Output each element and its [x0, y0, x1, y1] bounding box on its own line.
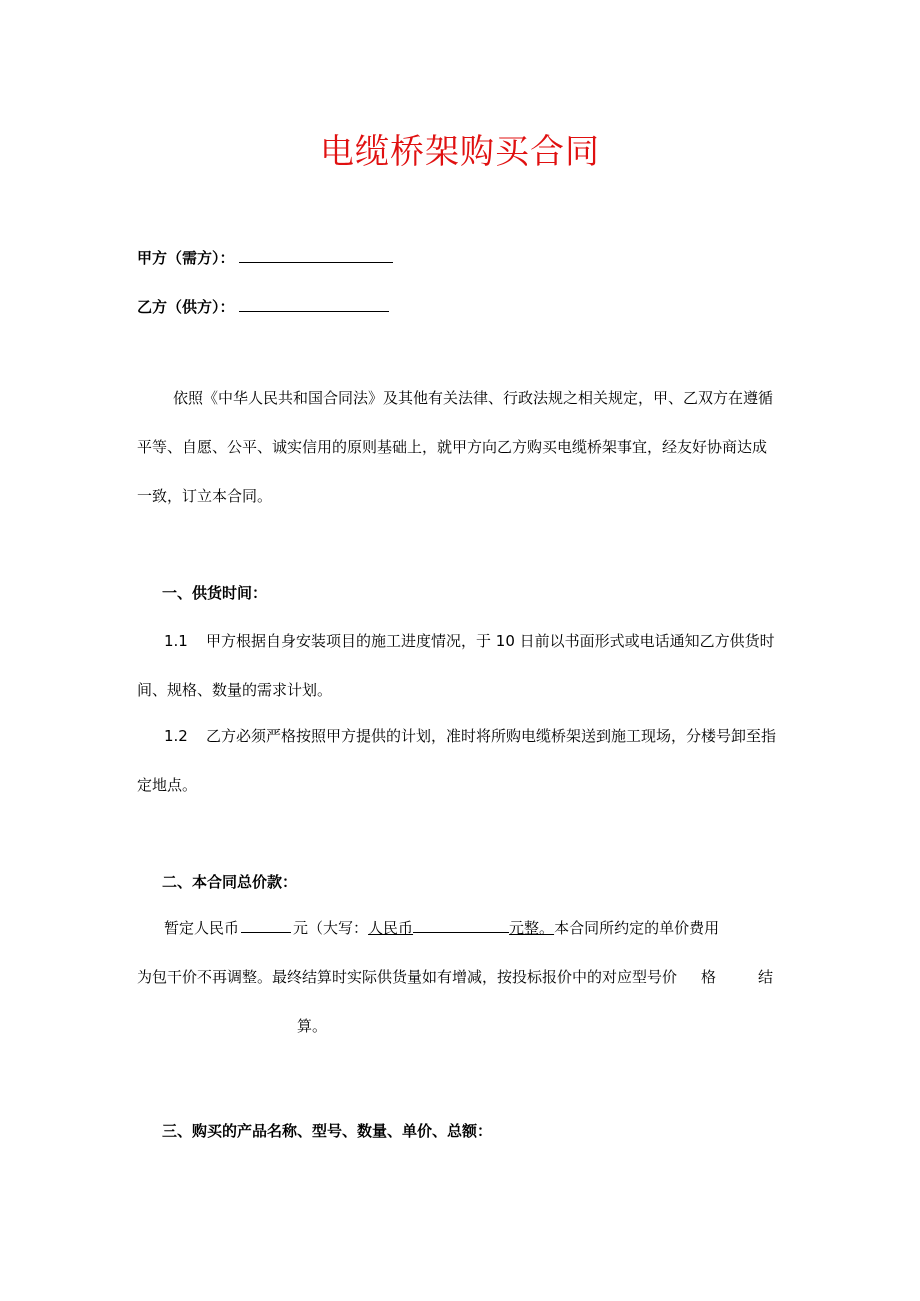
item-1-1-line-1 — [137, 617, 792, 666]
item-1-2-text: 乙方必须严格按照甲方提供的计划，准时将所购电缆桥架送到施工现场，分楼号卸至指 — [206, 727, 777, 745]
section-2-line-1 — [137, 904, 792, 953]
preamble-line-1: 依照《中华人民共和国合同法》及其他有关法律、行政法规之相关规定，甲、乙双方在遵循 — [173, 389, 774, 407]
section-2-line-2 — [137, 953, 792, 1002]
party-a-line — [137, 246, 393, 269]
document-title: 电缆桥架购买合同 — [320, 132, 600, 172]
item-1-2-number: 1.2 — [164, 727, 188, 745]
section-2-heading: 二、本合同总价款： — [162, 873, 298, 891]
amount-blank — [241, 916, 291, 933]
uppercase-rmb: 人民币 — [368, 919, 414, 937]
preamble-line-2: 平等、自愿、公平、诚实信用的原则基础上，就甲方向乙方购买电缆桥架事宜，经友好协商达成 — [137, 438, 768, 456]
uppercase-amount-blank — [413, 916, 509, 933]
rmb-label: 暂定人民币 — [164, 919, 240, 937]
section-3-heading: 三、购买的产品名称、型号、数量、单价、总额： — [162, 1122, 493, 1140]
party-a-blank — [239, 246, 393, 263]
section-2-line-3: 算。 — [297, 1017, 328, 1035]
section-1-item-2 — [137, 712, 792, 810]
yuan-whole: 元整。 — [509, 919, 555, 937]
section-1-item-1 — [137, 617, 792, 715]
yuan-uppercase-label: 元（大写： — [293, 919, 369, 937]
party-b-label: 乙方（供方）： — [137, 298, 235, 316]
fixed-price-text: 为包干价不再调整。最终结算时实际供货量如有增减，按投标报价中的对应型号价 — [137, 968, 678, 986]
preamble-line-3: 一致，订立本合同。 — [137, 487, 273, 505]
party-b-blank — [239, 295, 389, 312]
price-char: 格 — [701, 968, 717, 986]
item-1-1-line-2: 间、规格、数量的需求计划。 — [137, 681, 333, 699]
item-1-1-text: 甲方根据自身安装项目的施工进度情况，于 10 日前以书面形式或电话通知乙方供货时 — [206, 632, 775, 650]
party-a-label: 甲方（需方）： — [137, 249, 235, 267]
preamble-paragraph — [137, 374, 792, 521]
settle-char: 结 — [758, 968, 774, 986]
unit-price-text: 本合同所约定的单价费用 — [554, 919, 720, 937]
section-2-paragraph — [137, 904, 792, 1051]
party-b-line — [137, 295, 389, 318]
section-1-heading: 一、供货时间： — [162, 584, 268, 602]
item-1-2-line-2: 定地点。 — [137, 776, 198, 794]
item-1-1-number: 1.1 — [164, 632, 188, 650]
item-1-2-line-1 — [137, 712, 792, 761]
